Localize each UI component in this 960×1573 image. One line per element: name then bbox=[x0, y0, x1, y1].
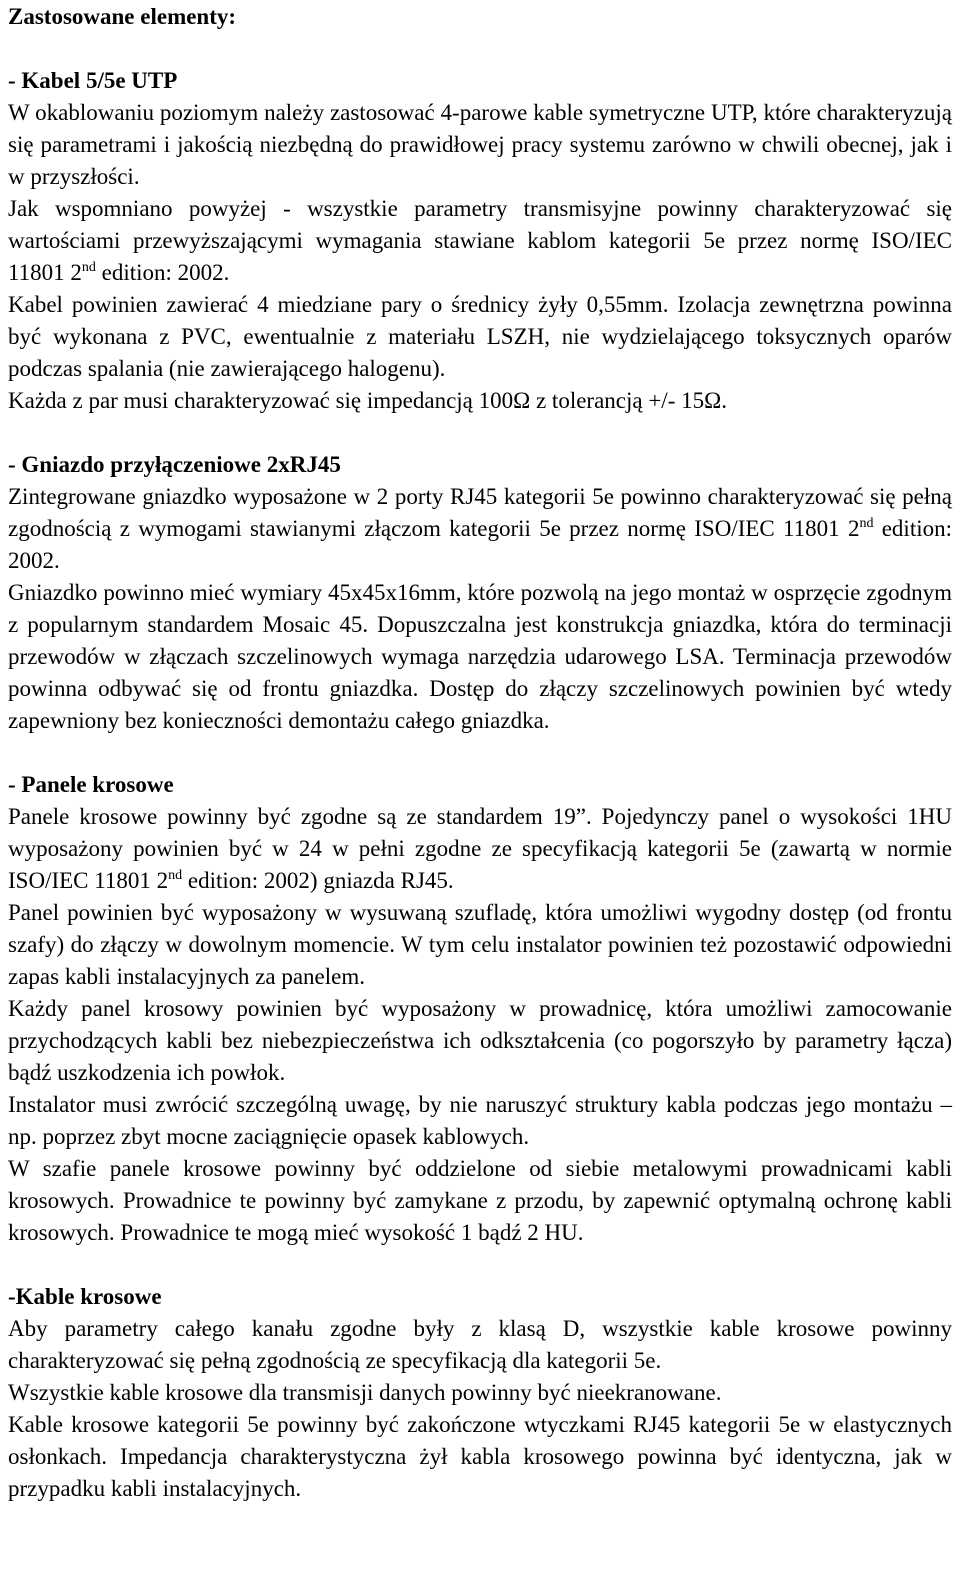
section-socket bbox=[8, 449, 952, 737]
paragraph: Każdy panel krosowy powinien być wyposażony w prowadnicę, która umożliwi zamocowanie przychodzących kabli bez niebezpieczeństwa ich odkształcenia (co pogorszyło by parametry łącza) bądź uszkodzenia ich powłok. bbox=[8, 996, 952, 1085]
section-patch-cables bbox=[8, 1281, 952, 1505]
paragraph bbox=[8, 193, 952, 289]
paragraph-text: edition: 2002. bbox=[8, 516, 952, 573]
paragraph bbox=[8, 481, 952, 577]
paragraph: W okablowaniu poziomym należy zastosować 4-parowe kable symetryczne UTP, które charakteryzują się parametrami i jakością niezbędną do prawidłowej pracy systemu zarówno w chwili obecnej, jak i w przyszłości. bbox=[8, 100, 952, 189]
document-page bbox=[0, 1, 960, 1505]
paragraph-text: edition: 2002) gniazda RJ45. bbox=[182, 868, 454, 893]
superscript: nd bbox=[81, 260, 96, 275]
paragraph-text: Panele krosowe powinny być zgodne są ze standardem 19”. Pojedynczy panel o wysokości 1HU wyposażony powinien być w 24 w pełni zgodne ze specyfikacją kategorii 5e (zawartą w normie ISO/IEC 11801 2 bbox=[8, 804, 952, 893]
document-title: Zastosowane elementy: bbox=[8, 4, 237, 29]
section-heading-patch-panels: - Panele krosowe bbox=[8, 772, 174, 797]
paragraph: Instalator musi zwrócić szczególną uwagę, by nie naruszyć struktury kabla podczas jego montażu – np. poprzez zbyt mocne zaciągnięcie opasek kablowych. bbox=[8, 1092, 952, 1149]
section-cable bbox=[8, 65, 952, 417]
superscript: nd bbox=[859, 516, 874, 531]
section-heading-patch-cables: -Kable krosowe bbox=[8, 1284, 162, 1309]
paragraph bbox=[8, 801, 952, 897]
paragraph-text: Zintegrowane gniazdko wyposażone w 2 porty RJ45 kategorii 5e powinno charakteryzować się pełną zgodnością z wymogami stawianymi złączom kategorii 5e przez normę ISO/IEC 11801 2 bbox=[8, 484, 952, 541]
paragraph-text: Jak wspomniano powyżej - wszystkie parametry transmisyjne powinny charakteryzować się wartościami przewyższającymi wymagania stawiane kablom kategorii 5e przez normę ISO/IEC 11801 2 bbox=[8, 196, 952, 285]
paragraph: Kable krosowe kategorii 5e powinny być zakończone wtyczkami RJ45 kategorii 5e w elastycznych osłonkach. Impedancja charakterystyczna żył kabla krosowego powinna być identyczna, jak w przypadku kabli instalacyjnych. bbox=[8, 1412, 952, 1501]
paragraph-text: edition: 2002. bbox=[95, 260, 230, 285]
paragraph: Każda z par musi charakteryzować się impedancją 100Ω z tolerancją +/- 15Ω. bbox=[8, 388, 727, 413]
section-heading-socket: - Gniazdo przyłączeniowe 2xRJ45 bbox=[8, 452, 341, 477]
paragraph: Gniazdko powinno mieć wymiary 45x45x16mm, które pozwolą na jego montaż w osprzęcie zgodnym z popularnym standardem Mosaic 45. Dopuszczalna jest konstrukcja gniazdka, która do terminacji przewodów w złączach szczelinowych wymaga narzędzia udarowego LSA. Terminacja przewodów powinna odbywać się od frontu gniazdka. Dostęp do złączy szczelinowych powinien być wtedy zapewniony bez konieczności demontażu całego gniazdka. bbox=[8, 580, 952, 733]
paragraph: Panel powinien być wyposażony w wysuwaną szufladę, która umożliwi wygodny dostęp (od frontu szafy) do złączy w dowolnym momencie. W tym celu instalator powinien też pozostawić odpowiedni zapas kabli instalacyjnych za panelem. bbox=[8, 900, 952, 989]
paragraph: Wszystkie kable krosowe dla transmisji danych powinny być nieekranowane. bbox=[8, 1380, 722, 1405]
superscript: nd bbox=[168, 868, 183, 883]
paragraph: W szafie panele krosowe powinny być oddzielone od siebie metalowymi prowadnicami kabli krosowych. Prowadnice te powinny być zamykane z przodu, by zapewnić optymalną ochronę kabli krosowych. Prowadnice te mogą mieć wysokość 1 bądź 2 HU. bbox=[8, 1156, 952, 1245]
section-heading-cable: - Kabel 5/5e UTP bbox=[8, 68, 178, 93]
paragraph: Kabel powinien zawierać 4 miedziane pary o średnicy żyły 0,55mm. Izolacja zewnętrzna powinna być wykonana z PVC, ewentualnie z materiału LSZH, nie wydzielającego toksycznych oparów podczas spalania (nie zawierającego halogenu). bbox=[8, 292, 952, 381]
paragraph: Aby parametry całego kanału zgodne były z klasą D, wszystkie kable krosowe powinny charakteryzować się pełną zgodnością ze specyfikacją dla kategorii 5e. bbox=[8, 1316, 952, 1373]
section-patch-panels bbox=[8, 769, 952, 1249]
